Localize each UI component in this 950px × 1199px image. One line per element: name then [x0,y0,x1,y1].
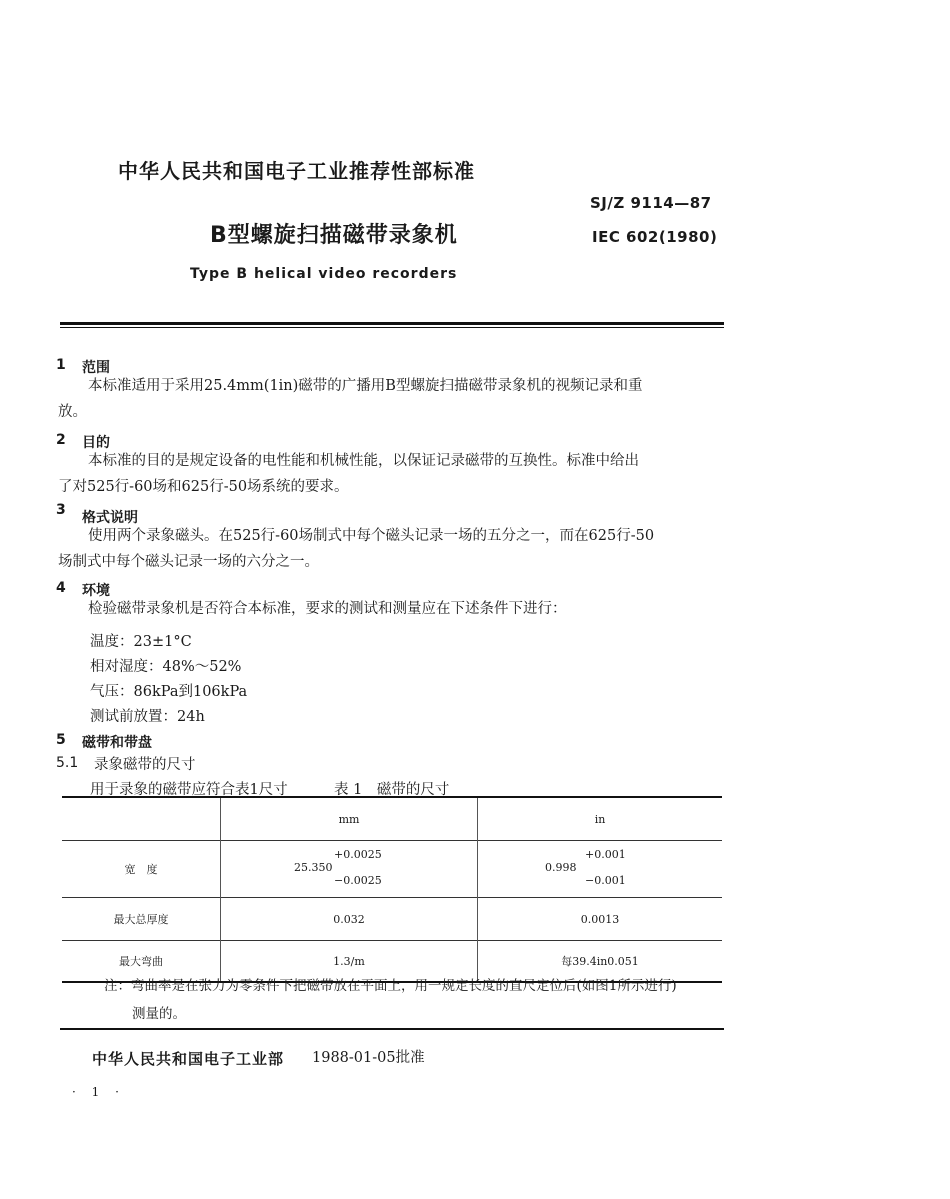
paragraph-line: 使用两个录象磁头。在525行-60场制式中每个磁头记录一场的五分之一，而在625行-50 [88,528,655,544]
cell-width-in [478,841,723,898]
header-rule-thin [60,327,724,328]
paragraph-line: 放。 [58,404,87,420]
subsection-heading: 录象磁带的尺寸 [94,757,196,773]
paragraph-line: 本标准适用于采用25.4mm(1in)磁带的广播用B型螺旋扫描磁带录象机的视频记录和重 [88,378,643,394]
table-row [62,898,722,941]
section-number: 2 [56,432,66,448]
table-row [62,841,722,898]
table-caption: 表 1 磁带的尺寸 [334,782,450,798]
header-cell-in: in [478,797,723,841]
width-in-minus-tolerance: −0.001 [585,873,626,887]
cell-thickness-in: 0.0013 [478,898,723,941]
table-note: 注：弯曲率是在张力为零条件下把磁带放在平面上，用一规定长度的直尺定位后(如图1所示进行) [104,978,677,994]
standard-code: SJ/Z 9114—87 [590,194,712,212]
section-number: 4 [56,580,66,596]
cell-width-mm [221,841,478,898]
section-heading: 格式说明 [82,510,138,526]
section-number: 5 [56,732,66,748]
paragraph-line: 本标准的目的是规定设备的电性能和机械性能，以保证记录磁带的互换性。标准中给出 [88,453,639,469]
width-in-nominal: 0.998 [545,860,577,874]
cell-bend-in: 每39.4in0.051 [478,941,723,983]
width-mm-plus-tolerance: +0.0025 [334,847,382,861]
row-label-width: 宽 度 [62,841,221,898]
paragraph-line: 检验磁带录象机是否符合本标准，要求的测试和测量应在下述条件下进行： [88,601,567,617]
condition-preconditioning: 测试前放置：24h [90,709,205,725]
paragraph-line: 场制式中每个磁头记录一场的六分之一。 [58,554,319,570]
subsection-number: 5.1 [56,755,79,771]
row-label-bend: 最大弯曲 [62,941,221,983]
cell-bend-mm: 1.3/m [221,941,478,983]
condition-pressure: 气压：86kPa到106kPa [90,684,248,700]
iec-code: IEC 602(1980) [592,228,718,246]
paragraph-line: 了对525行-60场和625行-50场系统的要求。 [58,479,349,495]
header-cell-empty [62,797,221,841]
table-intro: 用于录象的磁带应符合表1尺寸 [90,782,288,798]
section-heading: 范围 [82,360,110,376]
width-mm-nominal: 25.350 [294,860,333,874]
footer-rule [60,1028,724,1030]
section-number: 1 [56,357,66,373]
header-cell-mm: mm [221,797,478,841]
approving-organization: 中华人民共和国电子工业部 [92,1050,285,1068]
issuing-organization: 中华人民共和国电子工业推荐性部标准 [118,159,475,183]
document-title-english: Type B helical video recorders [190,266,458,282]
row-label-thickness: 最大总厚度 [62,898,221,941]
section-heading: 目的 [82,435,110,451]
approval-date: 1988-01-05批准 [312,1050,425,1066]
tape-dimensions-table [62,796,722,983]
table-header-row [62,797,722,841]
header-rule [60,322,724,325]
section-heading: 环境 [82,583,110,599]
section-heading: 磁带和带盘 [82,735,152,751]
document-title: B型螺旋扫描磁带录象机 [210,223,458,248]
page-number: · 1 · [72,1085,125,1099]
width-mm-minus-tolerance: −0.0025 [334,873,382,887]
cell-thickness-mm: 0.032 [221,898,478,941]
table-note-continued: 测量的。 [132,1006,186,1022]
condition-humidity: 相对湿度：48%～52% [90,659,242,675]
condition-temperature: 温度：23±1°C [90,634,192,650]
width-in-plus-tolerance: +0.001 [585,847,626,861]
section-number: 3 [56,502,66,518]
